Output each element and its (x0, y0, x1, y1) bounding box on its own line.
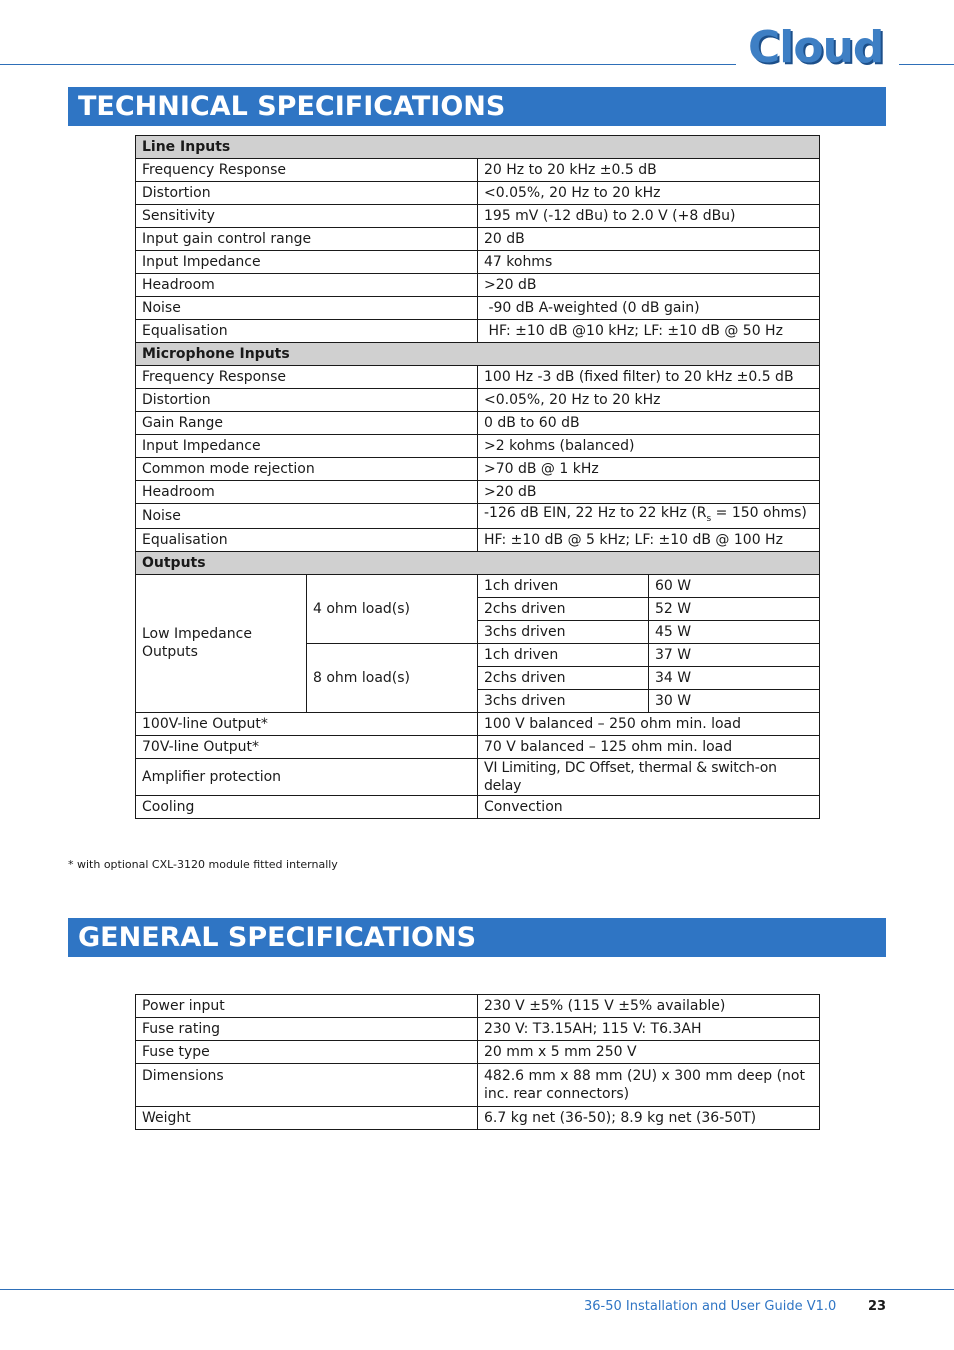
spec-value: 482.6 mm x 88 mm (2U) x 300 mm deep (not inc. rear connectors) (478, 1064, 820, 1107)
spec-label: Fuse rating (136, 1018, 478, 1041)
spec-value: HF: ±10 dB @10 kHz; LF: ±10 dB @ 50 Hz (478, 320, 820, 343)
power-value: 45 W (649, 620, 820, 643)
table-row (136, 995, 820, 1018)
section-row-microphone-inputs (136, 343, 820, 366)
footer-guide-title: 36-50 Installation and User Guide V1.0 (584, 1299, 837, 1314)
spec-value: VI Limiting, DC Offset, thermal & switch-on delay (478, 758, 820, 795)
spec-label: Weight (136, 1107, 478, 1130)
table-row (136, 251, 820, 274)
table-row (136, 412, 820, 435)
spec-label: Amplifier protection (136, 758, 478, 795)
table-row (136, 297, 820, 320)
spec-label: 70V-line Output* (136, 735, 478, 758)
power-value: 52 W (649, 597, 820, 620)
spec-value: 195 mV (-12 dBu) to 2.0 V (+8 dBu) (478, 205, 820, 228)
technical-spec-table (135, 135, 820, 819)
drive-label: 1ch driven (478, 643, 649, 666)
table-row (136, 389, 820, 412)
spec-label: Common mode rejection (136, 458, 478, 481)
power-value: 60 W (649, 574, 820, 597)
spec-value: 100 V balanced – 250 ohm min. load (478, 712, 820, 735)
spec-value: 47 kohms (478, 251, 820, 274)
spec-value: 6.7 kg net (36-50); 8.9 kg net (36-50T) (478, 1107, 820, 1130)
table-row (136, 458, 820, 481)
section-row-line-inputs (136, 136, 820, 159)
spec-label: Power input (136, 995, 478, 1018)
table-row (136, 1018, 820, 1041)
spec-label: Fuse type (136, 1041, 478, 1064)
power-value: 34 W (649, 666, 820, 689)
general-spec-table (135, 994, 820, 1130)
spec-value: Convection (478, 795, 820, 818)
spec-value: 20 dB (478, 228, 820, 251)
spec-value: 230 V ±5% (115 V ±5% available) (478, 995, 820, 1018)
spec-label: Input Impedance (136, 251, 478, 274)
table-row (136, 481, 820, 504)
spec-value: 100 Hz -3 dB (fixed filter) to 20 kHz ±0.5 dB (478, 366, 820, 389)
power-value: 30 W (649, 689, 820, 712)
spec-value: >2 kohms (balanced) (478, 435, 820, 458)
spec-label: Cooling (136, 795, 478, 818)
drive-label: 1ch driven (478, 574, 649, 597)
spec-label: Frequency Response (136, 159, 478, 182)
spec-label: Input gain control range (136, 228, 478, 251)
section-heading: Microphone Inputs (136, 343, 820, 366)
spec-value: 0 dB to 60 dB (478, 412, 820, 435)
spec-value: 20 mm x 5 mm 250 V (478, 1041, 820, 1064)
table-row (136, 758, 820, 795)
table-row (136, 159, 820, 182)
spec-value: >70 dB @ 1 kHz (478, 458, 820, 481)
drive-label: 3chs driven (478, 620, 649, 643)
table-row (136, 528, 820, 551)
noise-value-text: -126 dB EIN, 22 Hz to 22 kHz (R (484, 505, 707, 521)
spec-label: Distortion (136, 182, 478, 205)
spec-label: Noise (136, 504, 478, 529)
table-row (136, 435, 820, 458)
spec-label: Dimensions (136, 1064, 478, 1107)
spec-value: 230 V: T3.15AH; 115 V: T6.3AH (478, 1018, 820, 1041)
load-4ohm-label: 4 ohm load(s) (307, 574, 478, 643)
spec-value: -90 dB A-weighted (0 dB gain) (478, 297, 820, 320)
table-row (136, 205, 820, 228)
footnote: * with optional CXL-3120 module fitted internally (68, 858, 338, 871)
spec-label: Equalisation (136, 320, 478, 343)
cloud-logo: Cloud (748, 22, 884, 73)
drive-label: 2chs driven (478, 666, 649, 689)
table-row (136, 1041, 820, 1064)
spec-label: Gain Range (136, 412, 478, 435)
table-row (136, 795, 820, 818)
spec-value: <0.05%, 20 Hz to 20 kHz (478, 182, 820, 205)
spec-value (478, 504, 820, 529)
spec-label: Headroom (136, 274, 478, 297)
spec-value: 70 V balanced – 125 ohm min. load (478, 735, 820, 758)
spec-label: Input Impedance (136, 435, 478, 458)
spec-label: Sensitivity (136, 205, 478, 228)
drive-label: 2chs driven (478, 597, 649, 620)
table-row (136, 574, 820, 597)
spec-value: <0.05%, 20 Hz to 20 kHz (478, 389, 820, 412)
noise-value-suffix: = 150 ohms) (711, 505, 807, 521)
spec-label: Frequency Response (136, 366, 478, 389)
technical-specifications-title: TECHNICAL SPECIFICATIONS (68, 87, 886, 126)
load-8ohm-label: 8 ohm load(s) (307, 643, 478, 712)
spec-value: >20 dB (478, 274, 820, 297)
table-row (136, 712, 820, 735)
drive-label: 3chs driven (478, 689, 649, 712)
table-row (136, 274, 820, 297)
spec-label: Distortion (136, 389, 478, 412)
footer-rule (0, 1289, 954, 1290)
section-row-outputs (136, 551, 820, 574)
spec-label: Noise (136, 297, 478, 320)
spec-label: Headroom (136, 481, 478, 504)
table-row (136, 1107, 820, 1130)
spec-value: 20 Hz to 20 kHz ±0.5 dB (478, 159, 820, 182)
table-row (136, 504, 820, 529)
table-row (136, 735, 820, 758)
table-row (136, 320, 820, 343)
spec-value: >20 dB (478, 481, 820, 504)
spec-value: HF: ±10 dB @ 5 kHz; LF: ±10 dB @ 100 Hz (478, 528, 820, 551)
table-row (136, 1064, 820, 1107)
section-heading: Line Inputs (136, 136, 820, 159)
header-rule-left (0, 64, 736, 65)
table-row (136, 366, 820, 389)
table-row (136, 182, 820, 205)
header-rule-right (899, 64, 954, 65)
general-specifications-title: GENERAL SPECIFICATIONS (68, 918, 886, 957)
power-value: 37 W (649, 643, 820, 666)
low-impedance-label: Low Impedance Outputs (136, 574, 307, 712)
section-heading: Outputs (136, 551, 820, 574)
subscript-s: s (706, 513, 712, 524)
spec-label: 100V-line Output* (136, 712, 478, 735)
spec-label: Equalisation (136, 528, 478, 551)
table-row (136, 228, 820, 251)
page-number: 23 (868, 1299, 887, 1314)
